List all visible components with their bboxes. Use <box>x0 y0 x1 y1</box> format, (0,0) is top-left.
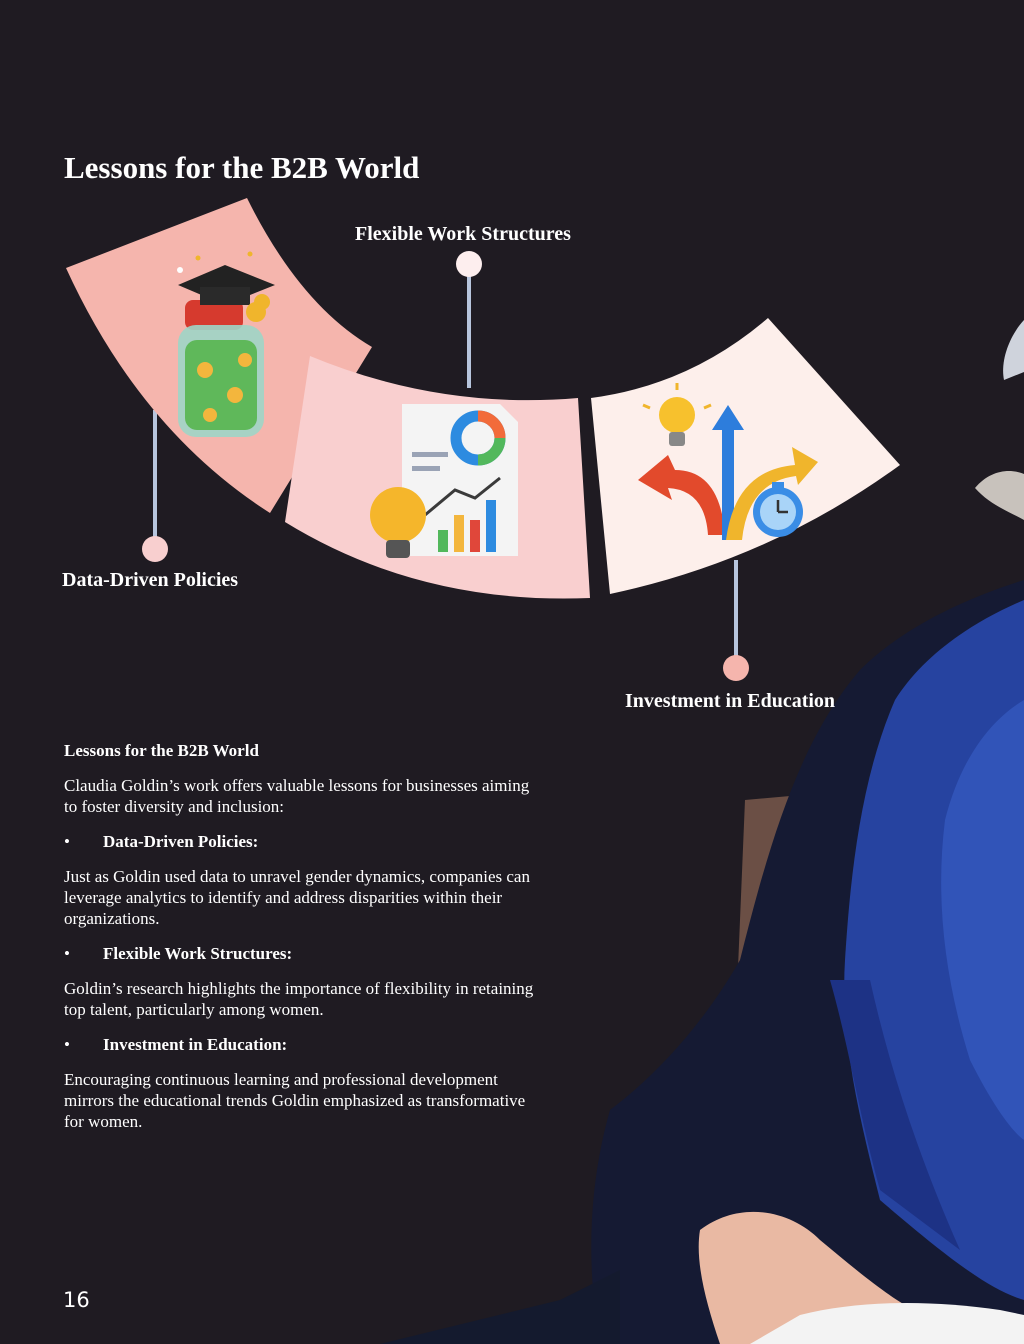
lessons-arc-diagram <box>0 190 1024 730</box>
bullet-marker: • <box>64 832 70 851</box>
bullet-title: Flexible Work Structures: <box>103 944 293 963</box>
bullet-title: Investment in Education: <box>103 1035 288 1054</box>
label-investment-in-education: Investment in Education <box>625 690 836 712</box>
connector-dot-education <box>723 655 749 681</box>
graduation-cap-money-jar-icon <box>177 252 275 438</box>
bullet-paragraph: Goldin’s research highlights the importance of flexibility in retaining top talent, particularly among women. <box>64 979 534 1019</box>
article-body <box>64 740 534 1146</box>
bullet-marker: • <box>64 944 70 963</box>
connector-dot-data <box>142 536 168 562</box>
segment-education <box>591 318 900 594</box>
section-heading: Lessons for the B2B World <box>64 741 259 760</box>
label-flexible-work-structures: Flexible Work Structures <box>355 223 571 245</box>
page-title: Lessons for the B2B World <box>64 150 420 185</box>
bullet-item <box>64 831 534 852</box>
bullet-title: Data-Driven Policies: <box>103 832 259 851</box>
page-number: 16 <box>63 1288 90 1312</box>
bullet-paragraph: Just as Goldin used data to unravel gender dynamics, companies can leverage analytics to identify and address disparities within their organizations. <box>64 867 530 928</box>
connector-dot-flexible <box>456 251 482 277</box>
bullet-paragraph: Encouraging continuous learning and professional development mirrors the educational trends Goldin emphasized as transformative for women. <box>64 1070 526 1131</box>
bullet-item <box>64 943 534 964</box>
bullet-marker: • <box>64 1035 70 1054</box>
intro-paragraph: Claudia Goldin’s work offers valuable lessons for businesses aiming to foster diversity and inclusion: <box>64 776 530 816</box>
bullet-item <box>64 1034 534 1055</box>
label-data-driven-policies: Data-Driven Policies <box>62 569 239 591</box>
